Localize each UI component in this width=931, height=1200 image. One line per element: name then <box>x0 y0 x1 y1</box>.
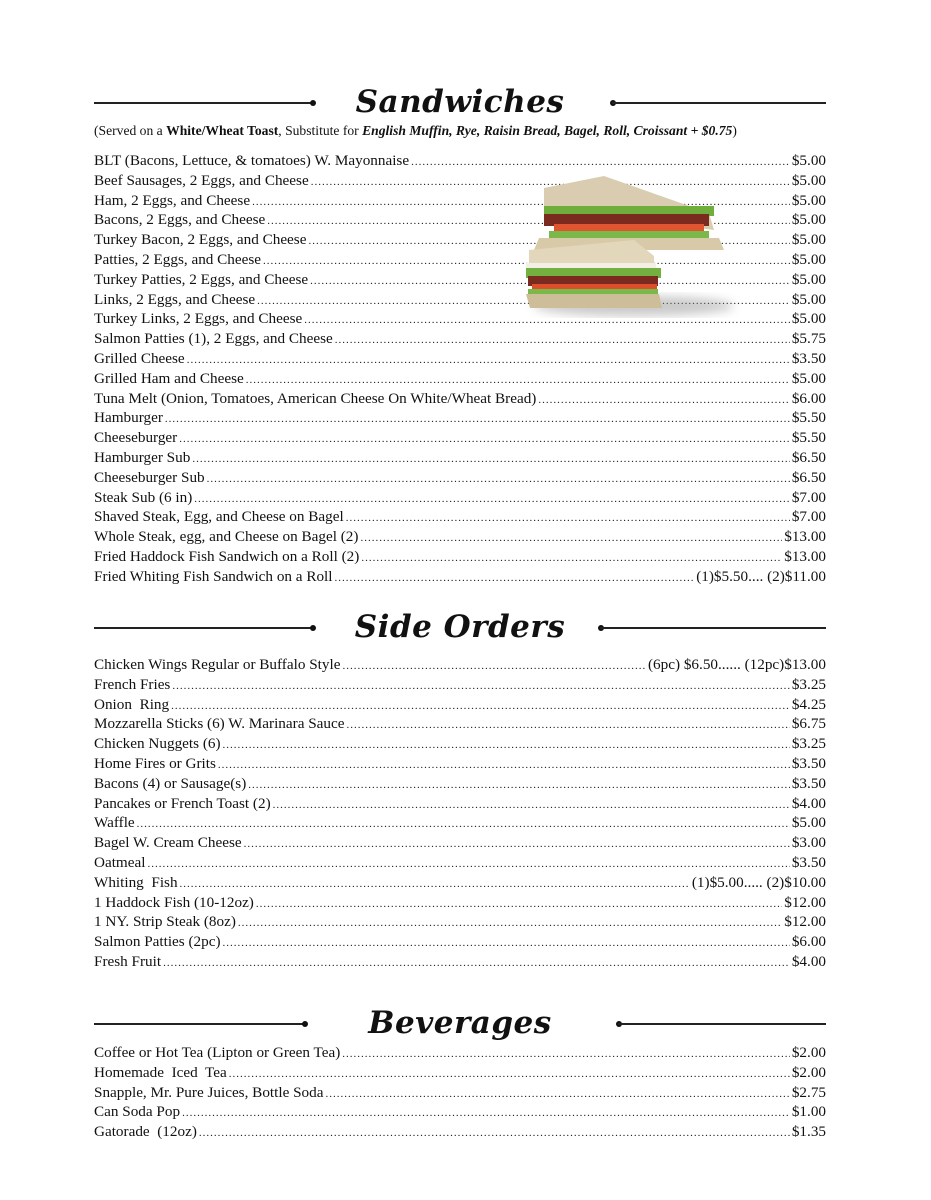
dot-leader <box>335 331 790 351</box>
item-price: (1)$5.00..... (2)$10.00 <box>691 873 826 891</box>
dot-leader <box>360 529 782 549</box>
item-price: $5.75 <box>791 330 826 348</box>
item-price: $1.35 <box>791 1123 826 1141</box>
dot-leader <box>238 914 782 934</box>
item-price: $5.00 <box>791 211 826 229</box>
menu-item <box>94 1083 826 1103</box>
menu-item <box>94 754 826 774</box>
item-name: Mozzarella Sticks (6) W. Marinara Sauce <box>94 715 345 733</box>
dot-leader <box>346 509 790 529</box>
item-price: $3.25 <box>791 735 826 753</box>
menu-item <box>94 912 826 932</box>
item-name: Salmon Patties (1), 2 Eggs, and Cheese <box>94 330 333 348</box>
dot-leader <box>256 895 782 915</box>
section-header <box>94 607 826 647</box>
item-name: Cheeseburger Sub <box>94 468 205 486</box>
dot-leader <box>347 716 790 736</box>
item-price: $5.50 <box>791 409 826 427</box>
item-name: Gatorade (12oz) <box>94 1123 197 1141</box>
menu-item <box>94 448 826 468</box>
item-name: Snapple, Mr. Pure Juices, Bottle Soda <box>94 1083 324 1101</box>
dot-leader <box>165 410 790 430</box>
dot-leader <box>538 391 789 411</box>
menu-item <box>94 468 826 488</box>
item-name: Turkey Patties, 2 Eggs, and Cheese <box>94 270 309 288</box>
dot-leader <box>248 776 790 796</box>
section-title: Beverages <box>368 1005 552 1041</box>
item-price: $4.00 <box>791 794 826 812</box>
item-price: $13.00 <box>784 547 826 565</box>
menu-item <box>94 389 826 409</box>
menu-item <box>94 774 826 794</box>
item-price: (6pc) $6.50...... (12pc)$13.00 <box>648 656 826 673</box>
dot-leader <box>342 657 646 677</box>
menu-item <box>94 794 826 814</box>
menu-item <box>94 1043 826 1063</box>
item-name: Fried Whiting Fish Sandwich on a Roll <box>94 567 333 585</box>
dot-leader <box>172 677 789 697</box>
subtitle-bread: White/Wheat Toast <box>166 123 279 138</box>
section-title: Sandwiches <box>355 84 565 120</box>
item-name: Fried Haddock Fish Sandwich on a Roll (2) <box>94 547 360 565</box>
menu-item <box>94 488 826 508</box>
menu-item <box>94 893 826 913</box>
item-name: Turkey Links, 2 Eggs, and Cheese <box>94 310 303 328</box>
item-name: Bacons (4) or Sausage(s) <box>94 774 247 792</box>
menu-item <box>94 813 826 833</box>
item-name: Salmon Patties (2pc) <box>94 933 221 951</box>
item-price: $5.00 <box>791 310 826 328</box>
item-name: Grilled Ham and Cheese <box>94 369 244 387</box>
item-name: Turkey Bacon, 2 Eggs, and Cheese <box>94 231 307 249</box>
item-price: $5.00 <box>791 152 826 169</box>
menu-item <box>94 734 826 754</box>
section-title: Side Orders <box>354 609 566 645</box>
menu-item <box>94 408 826 428</box>
item-price: $6.50 <box>791 468 826 486</box>
item-price: $7.00 <box>791 488 826 506</box>
item-name: Grilled Cheese <box>94 349 185 367</box>
item-name: Pancakes or French Toast (2) <box>94 794 271 812</box>
item-price: $3.50 <box>791 774 826 792</box>
dot-leader <box>199 1124 790 1144</box>
dot-leader <box>342 1045 790 1065</box>
item-price: $5.00 <box>791 231 826 249</box>
menu-item <box>94 655 826 675</box>
dot-leader <box>244 835 790 855</box>
dot-leader <box>187 351 790 371</box>
item-name: Can Soda Pop <box>94 1103 181 1121</box>
item-name: Shaved Steak, Egg, and Cheese on Bagel <box>94 508 344 526</box>
menu-item <box>94 329 826 349</box>
menu-item <box>94 932 826 952</box>
section-side-orders <box>94 607 826 972</box>
dot-leader <box>223 934 790 954</box>
dot-leader <box>273 796 790 816</box>
dot-leader <box>180 875 690 895</box>
item-price: $12.00 <box>784 893 826 911</box>
item-price: $6.00 <box>791 389 826 407</box>
item-name: Ham, 2 Eggs, and Cheese <box>94 191 251 209</box>
item-price: $2.00 <box>791 1063 826 1081</box>
item-price: $7.00 <box>791 508 826 526</box>
item-name: Cheeseburger <box>94 429 178 447</box>
menu-item <box>94 369 826 389</box>
section-header <box>94 1003 826 1043</box>
menu-item <box>94 675 826 695</box>
menu-item <box>94 349 826 369</box>
dot-leader <box>223 736 790 756</box>
item-name: Bagel W. Cream Cheese <box>94 834 242 852</box>
item-price: $2.00 <box>791 1044 826 1061</box>
item-name: Chicken Nuggets (6) <box>94 735 221 753</box>
section-subtitle <box>94 123 826 139</box>
item-name: Bacons, 2 Eggs, and Cheese <box>94 211 266 229</box>
item-price: (1)$5.50.... (2)$11.00 <box>696 567 826 585</box>
item-price: $5.50 <box>791 429 826 447</box>
subtitle-prefix: (Served on a <box>94 123 167 138</box>
item-name: Whole Steak, egg, and Cheese on Bagel (2) <box>94 528 359 546</box>
menu-item <box>94 567 826 587</box>
item-price: $13.00 <box>784 528 826 546</box>
item-name: Oatmeal <box>94 853 146 871</box>
item-name: Steak Sub (6 in) <box>94 488 193 506</box>
menu-item <box>94 873 826 893</box>
dot-leader <box>163 954 790 974</box>
item-price: $3.50 <box>791 349 826 367</box>
dot-leader <box>192 450 790 470</box>
menu-item <box>94 428 826 448</box>
item-name: BLT (Bacons, Lettuce, & tomatoes) W. Mayonnaise <box>94 152 410 169</box>
section-header <box>94 82 826 122</box>
item-price: $5.00 <box>791 191 826 209</box>
menu-item <box>94 853 826 873</box>
item-name: Links, 2 Eggs, and Cheese <box>94 290 256 308</box>
menu-item <box>94 1063 826 1083</box>
item-name: Tuna Melt (Onion, Tomatoes, American Cheese On White/Wheat Bread) <box>94 389 537 407</box>
dot-leader <box>335 569 695 589</box>
item-price: $5.00 <box>791 369 826 387</box>
item-price: $5.00 <box>791 250 826 268</box>
item-name: French Fries <box>94 675 171 693</box>
item-price: $5.00 <box>791 290 826 308</box>
item-name: Home Fires or Grits <box>94 754 216 772</box>
dot-leader <box>325 1085 789 1105</box>
item-name: Homemade Iced Tea <box>94 1063 227 1081</box>
item-price: $1.00 <box>791 1103 826 1121</box>
item-name: Whiting Fish <box>94 873 178 891</box>
item-name: 1 Haddock Fish (10-12oz) <box>94 893 254 911</box>
menu-item <box>94 1122 826 1142</box>
item-price: $6.50 <box>791 448 826 466</box>
menu-item <box>94 695 826 715</box>
menu-item-list <box>94 1043 826 1142</box>
section-sandwiches <box>94 82 826 587</box>
subtitle-middle: , Substitute for <box>278 123 363 138</box>
item-name: Hamburger Sub <box>94 448 191 466</box>
dot-leader <box>218 756 790 776</box>
item-name: Onion Ring <box>94 695 170 713</box>
item-price: $3.50 <box>791 754 826 772</box>
item-name: Coffee or Hot Tea (Lipton or Green Tea) <box>94 1044 341 1061</box>
item-name: Beef Sausages, 2 Eggs, and Cheese <box>94 171 309 189</box>
sandwich-photo <box>514 168 744 318</box>
item-name: Hamburger <box>94 409 163 427</box>
item-price: $5.00 <box>791 814 826 832</box>
item-price: $3.50 <box>791 853 826 871</box>
section-beverages <box>94 1003 826 1142</box>
dot-leader <box>179 430 790 450</box>
menu-item <box>94 833 826 853</box>
item-price: $6.75 <box>791 715 826 733</box>
item-price: $3.00 <box>791 834 826 852</box>
item-price: $2.75 <box>791 1083 826 1101</box>
item-name: Fresh Fruit <box>94 952 162 970</box>
menu-item <box>94 952 826 972</box>
item-price: $4.25 <box>791 695 826 713</box>
subtitle-substitutes: English Muffin, Rye, Raisin Bread, Bagel, Roll, Croissant + $0.75 <box>362 123 733 138</box>
item-price: $3.25 <box>791 675 826 693</box>
item-price: $6.00 <box>791 933 826 951</box>
menu-item <box>94 547 826 567</box>
item-price: $5.00 <box>791 270 826 288</box>
menu-item <box>94 714 826 734</box>
item-name: Patties, 2 Eggs, and Cheese <box>94 250 262 268</box>
item-price: $12.00 <box>784 913 826 931</box>
item-name: Waffle <box>94 814 135 832</box>
item-price: $5.00 <box>791 171 826 189</box>
dot-leader <box>207 470 790 490</box>
dot-leader <box>182 1104 790 1124</box>
menu-item-list <box>94 655 826 972</box>
item-name: Chicken Wings Regular or Buffalo Style <box>94 656 341 673</box>
subtitle-suffix: ) <box>732 123 737 138</box>
item-price: $4.00 <box>791 952 826 970</box>
menu-item <box>94 1102 826 1122</box>
item-name: 1 NY. Strip Steak (8oz) <box>94 913 236 931</box>
menu-item <box>94 507 826 527</box>
menu-item <box>94 527 826 547</box>
